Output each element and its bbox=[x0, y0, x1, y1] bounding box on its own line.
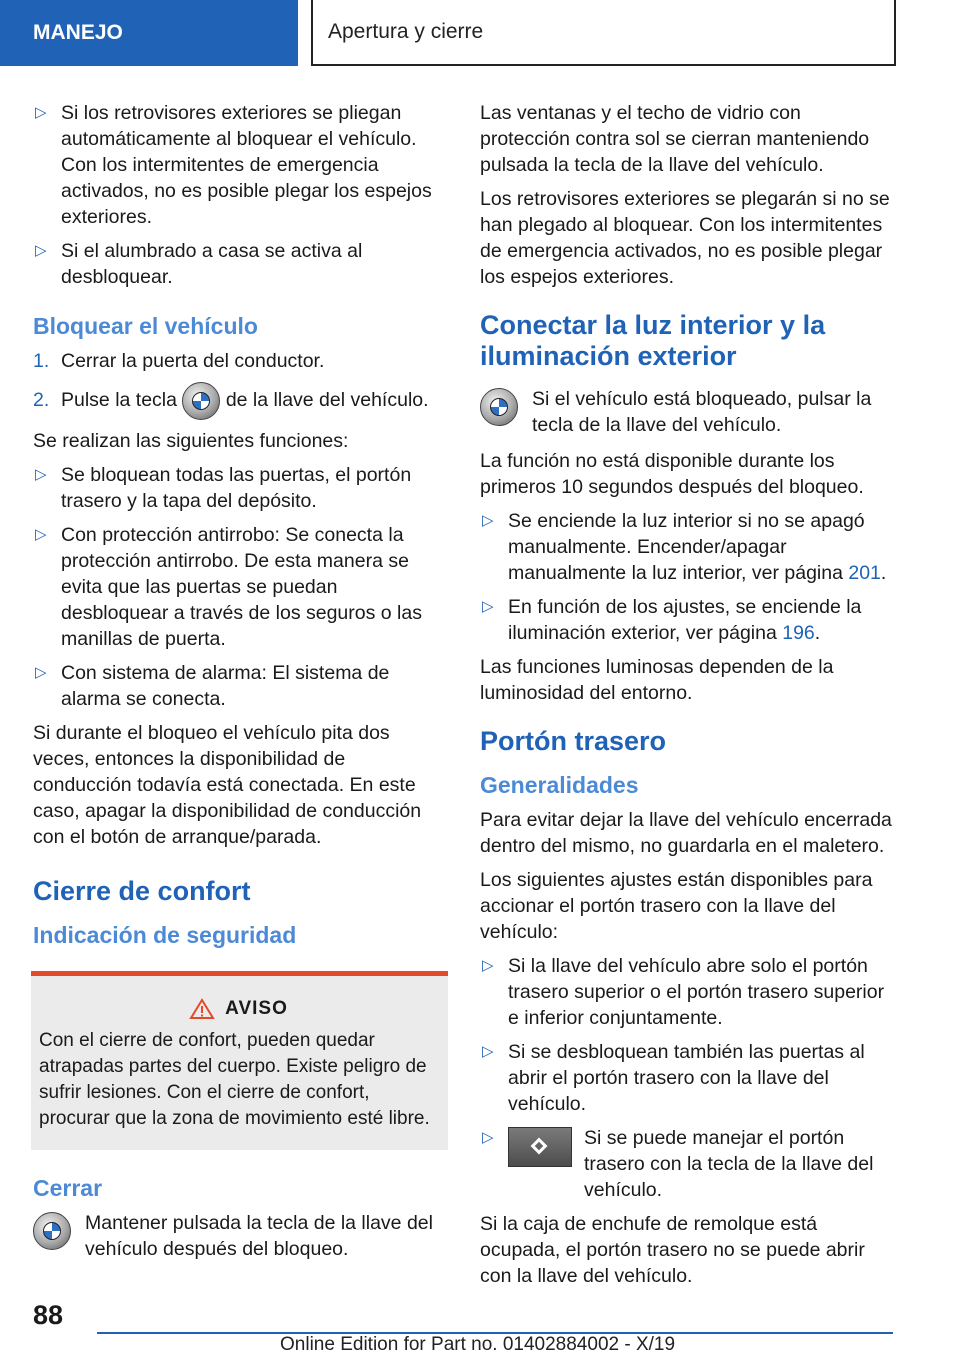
list-item: ▷ Con sistema de alarma: El sistema de alarma se conecta. bbox=[35, 662, 390, 710]
warning-triangle-icon bbox=[189, 998, 215, 1020]
lock-heading: Bloquear el vehículo bbox=[33, 313, 258, 339]
triangle-bullet-icon: ▷ bbox=[35, 664, 47, 681]
general-paragraph-2: Los siguientes ajustes están disponibles para accionar el portón trasero con la llave del vehículo: bbox=[480, 869, 873, 943]
triangle-bullet-icon: ▷ bbox=[35, 242, 47, 259]
page-link-201[interactable]: 201 bbox=[848, 562, 881, 584]
step-item: 1. Cerrar la puerta del conductor. bbox=[33, 350, 325, 372]
triangle-bullet-icon: ▷ bbox=[482, 598, 494, 615]
functions-list bbox=[33, 462, 448, 712]
list-item: ▷ Con protección antirrobo: Se conecta la protección antirrobo. De esta manera se evita que las puertas se puedan desbloquear a través de los seguros o las manillas de puerta. bbox=[35, 524, 422, 650]
list-item: ▷ Si se desbloquean también las puertas al abrir el portón trasero con la llave del vehículo. bbox=[482, 1041, 865, 1115]
left-column bbox=[33, 100, 448, 1272]
triangle-bullet-icon: ▷ bbox=[482, 957, 494, 974]
mirrors-paragraph: Los retrovisores exteriores se plegarán si no se han plegado al bloquear. Con los intermitentes de emergencia activados, no es posible plegar los espejos exteriores. bbox=[480, 188, 890, 288]
light-after-paragraph: Las funciones luminosas dependen de la luminosidad del entorno. bbox=[480, 656, 834, 704]
page-number: 88 bbox=[33, 1300, 64, 1330]
warning-text: Con el cierre de confort, pueden quedar atrapadas partes del cuerpo. Existe peligro de sufrir lesiones. Con el cierre de confort, procurar que la zona de movimiento esté libre. bbox=[39, 1030, 430, 1129]
triangle-bullet-icon: ▷ bbox=[35, 466, 47, 483]
triangle-bullet-icon: ▷ bbox=[35, 104, 47, 121]
safety-heading: Indicación de seguridad bbox=[33, 922, 297, 948]
lock-steps bbox=[33, 348, 448, 420]
light-instruction: Si el vehículo está bloqueado, pulsar la tecla de la llave del vehículo. bbox=[480, 386, 895, 438]
list-item: ▷ En función de los ajustes, se enciende la iluminación exterior, ver página 196. bbox=[482, 596, 862, 644]
intro-list bbox=[33, 100, 448, 290]
list-item: ▷ Si la llave del vehículo abre solo el portón trasero superior o el portón trasero superior e inferior conjuntamente. bbox=[482, 955, 885, 1029]
triangle-bullet-icon: ▷ bbox=[482, 1129, 494, 1146]
windows-paragraph: Las ventanas y el techo de vidrio con protección contra sol se cierran manteniendo pulsada la tecla de la llave del vehículo. bbox=[480, 102, 870, 176]
key-button-icon bbox=[33, 1212, 71, 1250]
light-paragraph: La función no está disponible durante los primeros 10 segundos después del bloqueo. bbox=[480, 450, 864, 498]
triangle-bullet-icon: ▷ bbox=[482, 512, 494, 529]
chapter-title: Apertura y cierre bbox=[311, 0, 896, 66]
right-column bbox=[480, 100, 895, 1297]
triangle-bullet-icon: ▷ bbox=[35, 526, 47, 543]
general-list bbox=[480, 953, 895, 1203]
close-heading: Cerrar bbox=[33, 1175, 103, 1201]
list-item: ▷ Se bloquean todas las puertas, el portón trasero y la tapa del depósito. bbox=[35, 464, 412, 512]
light-heading: Conectar la luz interior y la iluminación exterior bbox=[480, 310, 826, 371]
list-item: ▷ Si el alumbrado a casa se activa al desbloquear. bbox=[35, 240, 363, 288]
general-paragraph-1: Para evitar dejar la llave del vehículo encerrada dentro del mismo, no guardarla en el maletero. bbox=[480, 809, 892, 857]
key-button-icon bbox=[480, 388, 518, 426]
trailer-paragraph: Si la caja de enchufe de remolque está ocupada, el portón trasero no se puede abrir con la llave del vehículo. bbox=[480, 1213, 865, 1287]
page-link-196[interactable]: 196 bbox=[782, 622, 815, 644]
beep-paragraph: Si durante el bloqueo el vehículo pita dos veces, entonces la disponibilidad de conducción todavía está conectada. En este caso, apagar la disponibilidad de conducción con el botón de arranque/parada. bbox=[33, 722, 422, 848]
edition-footer: Online Edition for Part no. 01402884002 - X/19 bbox=[280, 1334, 676, 1355]
list-item: ▷ Se enciende la luz interior si no se apagó manualmente. Encender/apagar manualmente la luz interior, ver página 201. bbox=[482, 510, 887, 584]
triangle-bullet-icon: ▷ bbox=[482, 1043, 494, 1060]
section-tab: MANEJO bbox=[0, 0, 298, 66]
tailgate-heading: Portón trasero bbox=[480, 726, 667, 756]
tailgate-button-icon bbox=[508, 1127, 572, 1167]
step-item: 2. Pulse la tecla de la llave del vehículo. bbox=[33, 382, 448, 420]
warning-box bbox=[31, 971, 448, 1150]
light-list bbox=[480, 508, 895, 646]
general-heading: Generalidades bbox=[480, 772, 639, 798]
close-instruction: Mantener pulsada la tecla de la llave del vehículo después del bloqueo. bbox=[33, 1210, 448, 1262]
functions-intro: Se realizan las siguientes funciones: bbox=[33, 430, 349, 452]
warning-title: AVISO bbox=[225, 998, 288, 1019]
list-item: ▷ Si se puede manejar el portón trasero con la tecla de la llave del vehículo. bbox=[482, 1127, 874, 1201]
key-button-icon bbox=[182, 382, 220, 420]
comfort-heading: Cierre de confort bbox=[33, 876, 251, 906]
list-item: ▷ Si los retrovisores exteriores se pliegan automáticamente al bloquear el vehículo. Con los intermitentes de emergencia activados, no es posible plegar los espejos exteriores. bbox=[35, 102, 432, 228]
